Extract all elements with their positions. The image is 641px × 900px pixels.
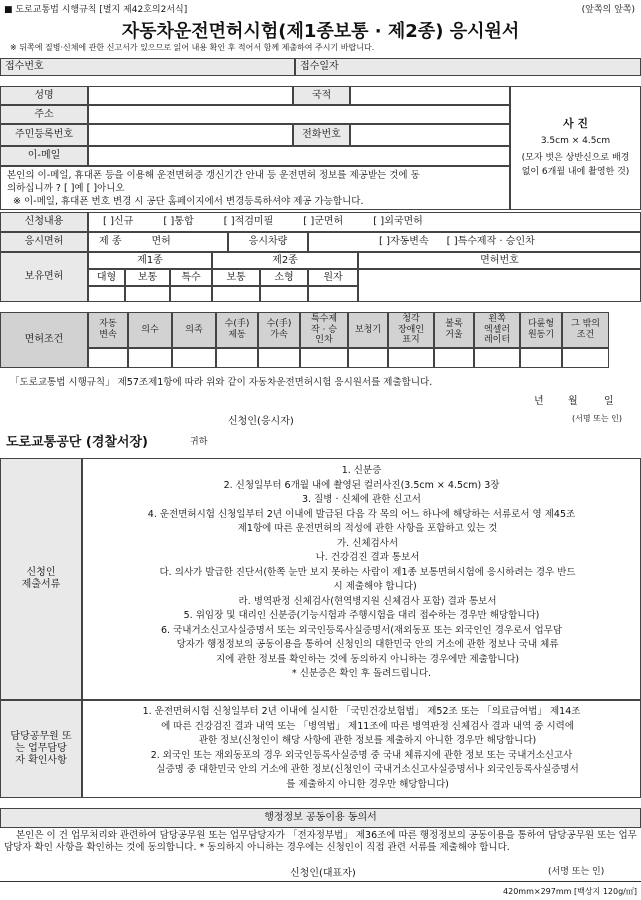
condition-input[interactable] <box>172 348 216 368</box>
owned-input[interactable] <box>125 286 170 302</box>
condition-input[interactable] <box>128 348 172 368</box>
owned-class2-small: 소형 <box>260 269 308 286</box>
address-field[interactable] <box>88 105 510 124</box>
condition-header: 특수제 작 · 승 인차 <box>300 312 348 348</box>
nationality-label: 국적 <box>293 86 350 105</box>
vehicle-options <box>308 232 641 252</box>
rrn-field[interactable] <box>88 124 293 146</box>
signer-label: 신청인(응시자) <box>228 416 294 427</box>
verification-item: 1. 운전면허시험 신청일부터 2년 이내에 실시한 「국민건강보험법」 제52조 또는 「의료급여법」 제14조 <box>142 706 581 717</box>
condition-header: 볼록 거울 <box>434 312 474 348</box>
vehicle-label: 응시차량 <box>228 232 308 252</box>
owned-number-field[interactable] <box>358 269 641 302</box>
document-item: 가. 신체검사서 <box>324 537 399 549</box>
verification-list <box>82 700 641 798</box>
document-item: 나. 건강검진 결과 통보서 <box>303 552 420 563</box>
email-consent-note: ※ 이-메일, 휴대폰 번호 변경 시 공단 홈페이지에서 변경등록하셔야 제공 가능합니다. <box>13 196 364 207</box>
photo-note: (모자 벗은 상반신으로 배경 없이 6개월 내에 촬영한 것) <box>521 152 630 177</box>
option-auto-transmission[interactable]: [ ]자동변속 <box>379 236 429 247</box>
name-label: 성명 <box>0 86 88 105</box>
phone-label: 전화번호 <box>293 124 350 146</box>
verification-item: 를 제출하지 아니한 경우만 해당합니다) <box>274 778 449 790</box>
declaration-statement: 「도로교통법 시행규칙」 제57조제1항에 따라 위와 같이 자동차운전면허시험 응시원서를 제출합니다. <box>10 377 433 388</box>
condition-header: 보청기 <box>348 312 388 348</box>
consent-signature-note[interactable]: (서명 또는 인) <box>548 867 605 877</box>
owned-number-header: 면허번호 <box>358 252 641 269</box>
addressee: 도로교통공단 (경찰서장) <box>6 435 148 450</box>
document-item: 5. 위임장 및 대리인 신분증(기능시험과 주행시험을 대리 접수하는 경우만 해당합니다) <box>183 610 540 621</box>
photo-box[interactable] <box>510 86 641 210</box>
date-day: 일 <box>604 396 614 407</box>
condition-input[interactable] <box>300 348 348 368</box>
condition-input[interactable] <box>88 348 128 368</box>
email-field[interactable] <box>88 146 510 166</box>
owned-class1-special: 특수 <box>170 269 212 286</box>
document-item: 당자가 행정정보의 공동이용을 통하여 신청인의 대한민국 안의 거소에 관한 정보나 국내 체류 <box>164 639 559 650</box>
license-suffix: 면허 <box>151 236 171 247</box>
document-item: 라. 병역판정 신체검사(현역병지원 신체검사 포함) 결과 통보서 <box>226 595 497 607</box>
owned-class1-ordinary: 보통 <box>125 269 170 286</box>
receipt-date-label: 접수일자 <box>295 58 641 76</box>
condition-header: 청각 장애인 표지 <box>388 312 434 348</box>
document-item: 제1항에 따른 운전면허의 적성에 관한 사항을 포함하고 있는 것 <box>225 523 498 534</box>
condition-header: 왼쪽 엑셀러 레이터 <box>474 312 520 348</box>
condition-header: 의수 <box>128 312 172 348</box>
condition-header: 수(手) 제동 <box>216 312 258 348</box>
document-item: 다. 의사가 발급한 진단서(한쪽 눈만 보지 못하는 사람이 제1종 보통면허시험에 응시하려는 경우 반드 <box>147 566 576 578</box>
owned-input[interactable] <box>212 286 260 302</box>
conditions-label: 면허조건 <box>0 312 88 368</box>
document-item: 3. 질병 · 신체에 관한 신고서 <box>302 494 421 505</box>
owned-input[interactable] <box>308 286 358 302</box>
form-title: 자동차운전면허시험(제1종보통 · 제2종) 응시원서 <box>121 21 520 42</box>
receipt-number-label: 접수번호 <box>0 58 295 76</box>
owned-license-label: 보유면허 <box>0 252 88 302</box>
owned-input[interactable] <box>260 286 308 302</box>
document-item: 1. 신분증 <box>341 465 382 476</box>
date-month: 월 <box>568 396 578 407</box>
document-item: 지에 관한 정보를 확인하는 것에 동의하지 아니하는 경우에만 제출합니다) <box>203 653 520 665</box>
license-type: 제 종 <box>99 236 122 247</box>
photo-size: 3.5cm × 4.5cm <box>540 136 611 147</box>
condition-header: 자동 변속 <box>88 312 128 348</box>
option-integrated[interactable]: [ ]통합 <box>163 216 194 227</box>
documents-list <box>82 458 641 700</box>
form-notice: ※ 뒤쪽에 질병·신체에 관한 신고서가 있으므로 읽어 내용 확인 후 적어서 함께 제출하여 주시기 바랍니다. <box>10 43 375 52</box>
license-type-field[interactable] <box>88 232 228 252</box>
verification-item: 관한 정보(신청인이 해당 사항에 관한 정보를 제출하지 아니한 경우만 해당합니다) <box>186 735 537 746</box>
signature-note[interactable]: (서명 또는 인) <box>572 414 622 423</box>
page-side-note: (앞쪽의 앞쪽) <box>581 5 635 15</box>
phone-field[interactable] <box>350 124 510 146</box>
option-new[interactable]: [ ]신규 <box>103 216 134 227</box>
condition-input[interactable] <box>258 348 300 368</box>
condition-header: 수(手) 가속 <box>258 312 300 348</box>
condition-input[interactable] <box>434 348 474 368</box>
name-field[interactable] <box>88 86 293 105</box>
option-foreign[interactable]: [ ]외국면허 <box>373 216 423 227</box>
document-item: 4. 운전면허시험 신청일부터 2년 이내에 발급된 다음 각 목의 어느 하나에 해당하는 서류로서 영 제45조 <box>147 508 576 520</box>
owned-class2-header: 제2종 <box>212 252 358 269</box>
documents-label: 신청인 제출서류 <box>0 458 82 700</box>
application-type-label: 신청내용 <box>0 212 88 232</box>
paper-spec: 420mm×297mm [백상지 120g/㎡] <box>503 887 637 896</box>
condition-header: 의족 <box>172 312 216 348</box>
document-item: 6. 국내거소신고사실증명서 또는 외국인등록사실증명서(재외동포 또는 외국인인 경우로서 업무담 <box>161 624 562 636</box>
consent-text: 본인은 이 건 업무처리와 관련하여 담당공무원 또는 업무담당자가 「전자정부법」 제36조에 따른 행정정보의 공동이용을 통하여 담당공무원 또는 업무담당자 확인 사항을 확인하는 것에 동의합니다. * 동의하지 아니하는 경우에는 신청인이 직접 관련 서류를 제출해야 합니다. <box>4 830 637 853</box>
photo-title: 사 진 <box>562 117 589 130</box>
document-item: 2. 신청일부터 6개월 내에 촬영된 컬러사진(3.5cm × 4.5cm) 3장 <box>223 479 500 491</box>
option-military[interactable]: [ ]군면허 <box>303 216 344 227</box>
owned-class1-header: 제1종 <box>88 252 212 269</box>
option-aptitude-missed[interactable]: [ ]적검미필 <box>223 216 274 227</box>
email-consent-choice[interactable]: 의하십니까 ? [ ]예 [ ]아니오 <box>7 183 125 194</box>
consent-title: 행정정보 공동이용 동의서 <box>0 808 641 828</box>
verification-item: 실증명 중 대한민국 안의 거소에 관한 정보(신청인이 국내거소신고사실증명서나 외국인등록사실증명서 <box>144 764 579 775</box>
email-consent-question: 본인의 이-메일, 휴대폰 등을 이용해 운전면허증 갱신기간 안내 등 운전면허 정보를 제공받는 것에 동 <box>7 170 420 181</box>
owned-input[interactable] <box>88 286 125 302</box>
condition-input[interactable] <box>474 348 520 368</box>
form-reference: ■ 도로교통법 시행규칙 [별지 제42호의2서식] <box>4 5 188 15</box>
verification-item: 에 따른 건강검진 결과 내역 또는 「병역법」 제11조에 따른 병역판정 신체검사 결과 내역 중 시력에 <box>149 720 574 732</box>
condition-header: 그 밖의 조건 <box>562 312 609 348</box>
owned-class2-moped: 원자 <box>308 269 358 286</box>
document-item: 시 제출해야 합니다) <box>306 581 417 592</box>
condition-input[interactable] <box>388 348 434 368</box>
condition-header: 다륜형 원동기 <box>520 312 562 348</box>
verification-item: 2. 외국인 또는 재외동포의 경우 외국인등록사실증명 중 국내 체류지에 관한 정보 또는 국내거소신고사 <box>150 749 573 761</box>
owned-input[interactable] <box>170 286 212 302</box>
nationality-field[interactable] <box>350 86 510 105</box>
license-label: 응시면허 <box>0 232 88 252</box>
condition-input[interactable] <box>520 348 562 368</box>
owned-class2-ordinary: 보통 <box>212 269 260 286</box>
application-type-options <box>88 212 641 232</box>
condition-input[interactable] <box>562 348 609 368</box>
condition-input[interactable] <box>348 348 388 368</box>
rrn-label: 주민등록번호 <box>0 124 88 146</box>
consent-signer: 신청인(대표자) <box>290 868 356 879</box>
document-item: * 신분증은 확인 후 돌려드립니다. <box>291 668 432 679</box>
email-consent-box <box>0 166 510 210</box>
addressee-honorific: 귀하 <box>190 437 208 447</box>
email-label: 이-메일 <box>0 146 88 166</box>
option-special-vehicle[interactable]: [ ]특수제작 · 승인차 <box>446 236 535 247</box>
owned-class1-large: 대형 <box>88 269 125 286</box>
verification-label: 담당공무원 또 는 업무담당 자 확인사항 <box>0 700 82 798</box>
condition-input[interactable] <box>216 348 258 368</box>
address-label: 주소 <box>0 105 88 124</box>
date-year: 년 <box>534 396 544 407</box>
